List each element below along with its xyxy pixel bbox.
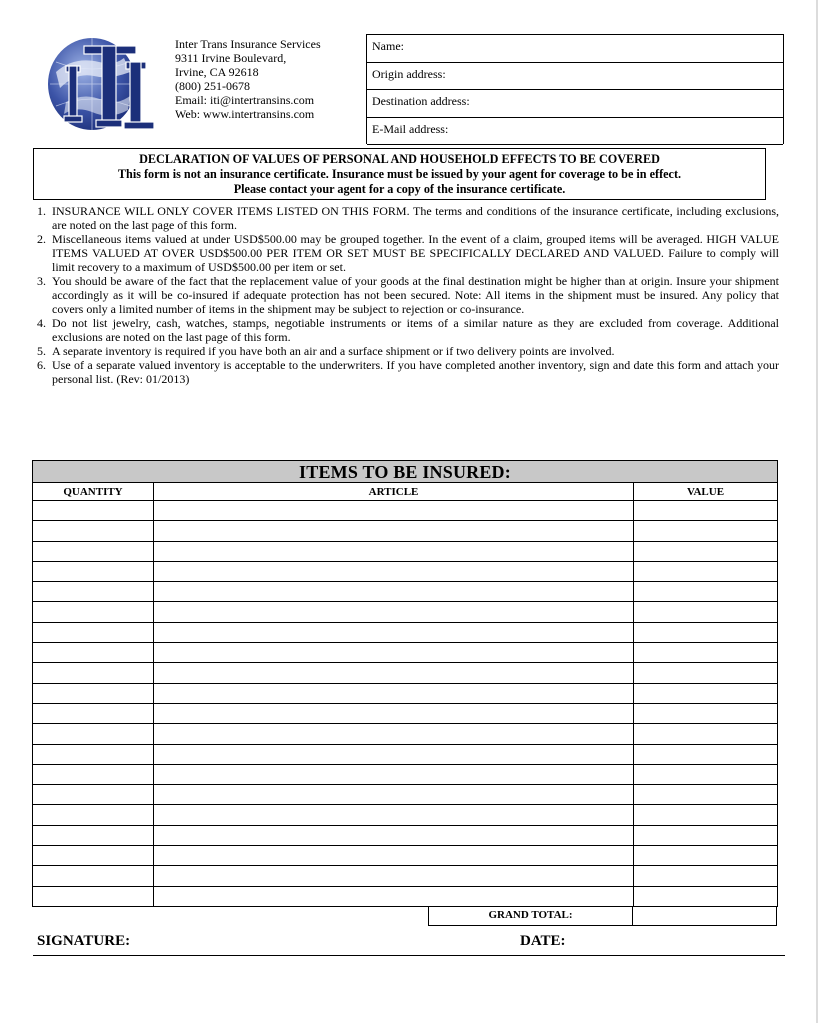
item-row	[33, 683, 778, 703]
item-row	[33, 561, 778, 581]
item-row	[33, 521, 778, 541]
value-cell[interactable]	[634, 785, 778, 805]
items-table	[32, 460, 778, 907]
destination-address-field[interactable]: Destination address:	[367, 90, 783, 118]
rule-number: 3.	[37, 274, 46, 288]
item-row	[33, 886, 778, 906]
rules-list	[37, 204, 779, 386]
grand-total-row	[428, 906, 777, 926]
quantity-cell[interactable]	[33, 561, 154, 581]
article-cell[interactable]	[154, 724, 634, 744]
quantity-cell[interactable]	[33, 622, 154, 642]
signature-label: SIGNATURE:	[37, 933, 131, 949]
company-phone: (800) 251-0678	[175, 79, 250, 93]
value-cell[interactable]	[634, 825, 778, 845]
value-cell[interactable]	[634, 582, 778, 602]
value-cell[interactable]	[634, 561, 778, 581]
item-row	[33, 724, 778, 744]
article-cell[interactable]	[154, 561, 634, 581]
article-cell[interactable]	[154, 785, 634, 805]
quantity-cell[interactable]	[33, 805, 154, 825]
rule-item	[37, 232, 779, 274]
quantity-cell[interactable]	[33, 825, 154, 845]
quantity-cell[interactable]	[33, 602, 154, 622]
quantity-cell[interactable]	[33, 501, 154, 521]
quantity-cell[interactable]	[33, 846, 154, 866]
rule-item	[37, 358, 779, 386]
declaration-title: DECLARATION OF VALUES OF PERSONAL AND HOUSEHOLD EFFECTS TO BE COVERED	[139, 152, 660, 166]
iti-logo	[44, 32, 166, 138]
rule-number: 6.	[37, 358, 46, 372]
value-cell[interactable]	[634, 764, 778, 784]
value-cell[interactable]	[634, 866, 778, 886]
company-name: Inter Trans Insurance Services	[175, 37, 321, 51]
item-row	[33, 703, 778, 723]
value-column-header: VALUE	[634, 483, 778, 501]
article-cell[interactable]	[154, 582, 634, 602]
article-cell[interactable]	[154, 886, 634, 906]
value-cell[interactable]	[634, 622, 778, 642]
article-cell[interactable]	[154, 846, 634, 866]
item-row	[33, 582, 778, 602]
quantity-cell[interactable]	[33, 764, 154, 784]
quantity-cell[interactable]	[33, 521, 154, 541]
rule-text: Do not list jewelry, cash, watches, stamps, negotiable instruments or items of a similar nature as they are excluded from coverage. Additional exclusions are noted on the last page of this form.	[52, 316, 779, 344]
customer-info-box	[366, 34, 784, 144]
item-row	[33, 541, 778, 561]
signature-line[interactable]	[33, 955, 785, 956]
value-cell[interactable]	[634, 744, 778, 764]
declaration-notice: This form is not an insurance certificate. Insurance must be issued by your agent for coverage to be in effect.	[117, 167, 682, 181]
item-row	[33, 846, 778, 866]
quantity-cell[interactable]	[33, 724, 154, 744]
quantity-cell[interactable]	[33, 582, 154, 602]
article-cell[interactable]	[154, 805, 634, 825]
rule-text: INSURANCE WILL ONLY COVER ITEMS LISTED ON THIS FORM. The terms and conditions of the insurance certificate, including exclusions, are noted on the last page of this form.	[52, 204, 779, 232]
quantity-cell[interactable]	[33, 744, 154, 764]
item-row	[33, 805, 778, 825]
quantity-column-header: QUANTITY	[33, 483, 154, 501]
article-cell[interactable]	[154, 643, 634, 663]
rule-number: 4.	[37, 316, 46, 330]
article-column-header: ARTICLE	[154, 483, 634, 501]
date-label: DATE:	[520, 933, 566, 949]
rule-text: You should be aware of the fact that the replacement value of your goods at the final destination might be higher than at origin. Insure your shipment accordingly as it will be co-insured if adequate protection has not been secured. Note: All items in the shipment must be insured. Any policy that covers only a limited number of items in the shipment may be subject to rejection or co-insurance.	[52, 274, 779, 316]
quantity-cell[interactable]	[33, 643, 154, 663]
article-cell[interactable]	[154, 663, 634, 683]
origin-address-field[interactable]: Origin address:	[367, 63, 783, 91]
item-row	[33, 764, 778, 784]
article-cell[interactable]	[154, 866, 634, 886]
item-row	[33, 602, 778, 622]
article-cell[interactable]	[154, 541, 634, 561]
company-email: Email: iti@intertransins.com	[175, 93, 315, 107]
rule-text: Miscellaneous items valued at under USD$500.00 may be grouped together. In the event of a claim, grouped items will be averaged. HIGH VALUE ITEMS VALUED AT OVER USD$500.00 PER ITEM OR SET MUST BE SPECIFICALLY DECLARED AND VALUED. Failure to comply will limit recovery to a maximum of USD$500.00 per item or set.	[52, 232, 779, 274]
rule-item	[37, 316, 779, 344]
article-cell[interactable]	[154, 683, 634, 703]
value-cell[interactable]	[634, 663, 778, 683]
item-row	[33, 643, 778, 663]
value-cell[interactable]	[634, 805, 778, 825]
value-cell[interactable]	[634, 501, 778, 521]
value-cell[interactable]	[634, 724, 778, 744]
rule-number: 5.	[37, 344, 46, 358]
quantity-cell[interactable]	[33, 886, 154, 906]
item-row	[33, 744, 778, 764]
item-row	[33, 663, 778, 683]
name-field[interactable]: Name:	[367, 35, 783, 63]
value-cell[interactable]	[634, 602, 778, 622]
rule-text: Use of a separate valued inventory is acceptable to the underwriters. If you have completed another inventory, sign and date this form and attach your personal list. (Rev: 01/2013)	[52, 358, 779, 386]
company-address-line1: 9311 Irvine Boulevard,	[175, 51, 287, 65]
rule-item	[37, 344, 779, 358]
value-cell[interactable]	[634, 521, 778, 541]
company-address-line2: Irvine, CA 92618	[175, 65, 259, 79]
item-row	[33, 501, 778, 521]
quantity-cell[interactable]	[33, 866, 154, 886]
article-cell[interactable]	[154, 501, 634, 521]
value-cell[interactable]	[634, 683, 778, 703]
article-cell[interactable]	[154, 703, 634, 723]
value-cell[interactable]	[634, 703, 778, 723]
rule-text: A separate inventory is required if you have both an air and a surface shipment or if two delivery points are involved.	[52, 344, 615, 358]
item-row	[33, 622, 778, 642]
item-row	[33, 866, 778, 886]
value-cell[interactable]	[634, 846, 778, 866]
rule-number: 1.	[37, 204, 46, 218]
item-row	[33, 785, 778, 805]
rule-number: 2.	[37, 232, 46, 246]
article-cell[interactable]	[154, 521, 634, 541]
article-cell[interactable]	[154, 764, 634, 784]
grand-total-label: GRAND TOTAL:	[428, 906, 633, 926]
items-table-body	[33, 501, 778, 907]
article-cell[interactable]	[154, 622, 634, 642]
article-cell[interactable]	[154, 825, 634, 845]
rule-item	[37, 204, 779, 232]
rule-item	[37, 274, 779, 316]
grand-total-value-cell[interactable]	[633, 906, 777, 926]
item-row	[33, 825, 778, 845]
value-cell[interactable]	[634, 541, 778, 561]
value-cell[interactable]	[634, 886, 778, 906]
article-cell[interactable]	[154, 744, 634, 764]
article-cell[interactable]	[154, 602, 634, 622]
email-address-field[interactable]: E-Mail address:	[367, 118, 783, 146]
quantity-cell[interactable]	[33, 663, 154, 683]
declaration-box	[33, 148, 766, 200]
quantity-cell[interactable]	[33, 703, 154, 723]
company-web: Web: www.intertransins.com	[175, 107, 315, 121]
items-table-title: ITEMS TO BE INSURED:	[33, 461, 778, 483]
value-cell[interactable]	[634, 643, 778, 663]
quantity-cell[interactable]	[33, 785, 154, 805]
declaration-contact: Please contact your agent for a copy of the insurance certificate.	[233, 182, 566, 196]
quantity-cell[interactable]	[33, 683, 154, 703]
company-contact-block	[175, 37, 365, 121]
quantity-cell[interactable]	[33, 541, 154, 561]
